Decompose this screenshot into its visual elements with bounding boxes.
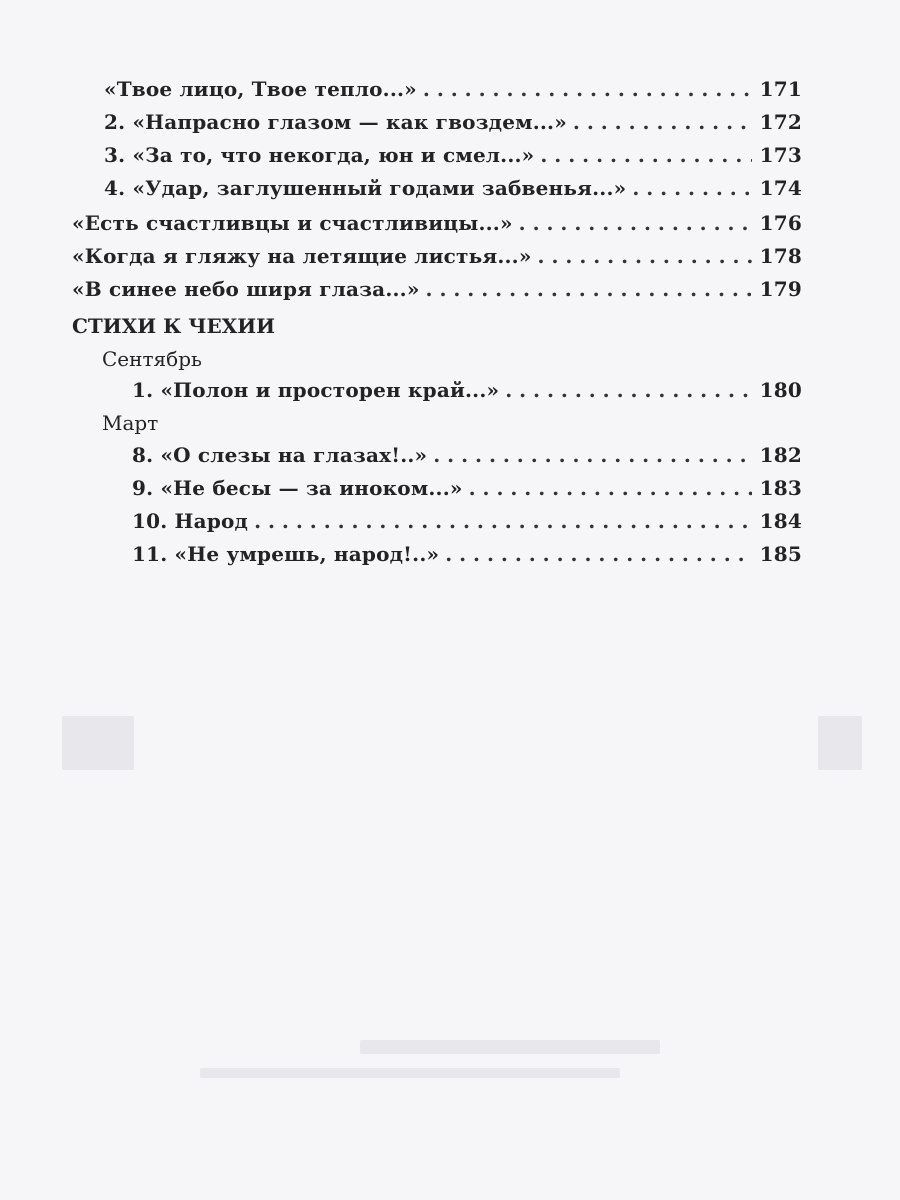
- toc-entry-title: «В синее небо ширя глаза...»: [72, 277, 420, 301]
- toc-entry: [132, 438, 802, 472]
- toc-entry-page: 174: [759, 176, 802, 200]
- toc-entry-title: 4. «Удар, заглушенный годами забвенья...»: [104, 176, 627, 200]
- toc-entry-page: 173: [759, 143, 802, 167]
- toc-entry: [132, 471, 802, 505]
- toc-entry-page: 182: [759, 443, 802, 467]
- leader-dots: [632, 171, 752, 205]
- toc-entry-title: 10. Народ: [132, 509, 249, 533]
- bleed-through-mark: [360, 1040, 660, 1054]
- leader-dots: [426, 272, 752, 306]
- toc-entry: [72, 239, 802, 273]
- toc-entry: [72, 272, 802, 306]
- bleed-through-mark: [200, 1068, 620, 1078]
- leader-dots: [519, 206, 752, 240]
- toc-entry: [72, 206, 802, 240]
- leader-dots: [538, 239, 752, 273]
- section-heading: СТИХИ К ЧЕХИИ: [72, 314, 276, 338]
- toc-entry-title: «Есть счастливцы и счастливицы...»: [72, 211, 513, 235]
- toc-entry: [132, 537, 802, 571]
- toc-entry: [104, 72, 802, 106]
- toc-entry: [132, 504, 802, 538]
- toc-entry-page: 185: [759, 542, 802, 566]
- toc-entry-page: 178: [759, 244, 802, 268]
- toc-entry-page: 179: [759, 277, 802, 301]
- leader-dots: [540, 138, 752, 172]
- toc-entry-title: 3. «За то, что некогда, юн и смел...»: [104, 143, 535, 167]
- toc-entry-page: 183: [759, 476, 802, 500]
- toc-entry: [104, 171, 802, 205]
- toc-entry-title: «Когда я гляжу на летящие листья...»: [72, 244, 532, 268]
- toc-entry-title: 1. «Полон и просторен край...»: [132, 378, 500, 402]
- bleed-through-mark: [818, 716, 862, 770]
- leader-dots: [469, 471, 752, 505]
- leader-dots: [423, 72, 752, 106]
- toc-entry-page: 172: [759, 110, 802, 134]
- subsection-heading: Сентябрь: [102, 347, 202, 371]
- toc-entry-title: 2. «Напрасно глазом — как гвоздем...»: [104, 110, 567, 134]
- toc-entry-title: «Твое лицо, Твое тепло...»: [104, 77, 417, 101]
- toc-entry-page: 180: [759, 378, 802, 402]
- leader-dots: [573, 105, 752, 139]
- leader-dots: [505, 373, 752, 407]
- leader-dots: [433, 438, 752, 472]
- toc-entry-page: 176: [759, 211, 802, 235]
- toc-entry-page: 171: [759, 77, 802, 101]
- toc-entry: [104, 138, 802, 172]
- toc-entry-title: 11. «Не умрешь, народ!..»: [132, 542, 440, 566]
- toc-entry-title: 9. «Не бесы — за иноком...»: [132, 476, 463, 500]
- leader-dots: [254, 504, 752, 538]
- toc-entry-page: 184: [759, 509, 802, 533]
- toc-entry: [132, 373, 802, 407]
- subsection-heading: Март: [102, 411, 159, 435]
- toc-entry-title: 8. «О слезы на глазах!..»: [132, 443, 428, 467]
- toc-entry: [104, 105, 802, 139]
- leader-dots: [445, 537, 752, 571]
- bleed-through-mark: [62, 716, 134, 770]
